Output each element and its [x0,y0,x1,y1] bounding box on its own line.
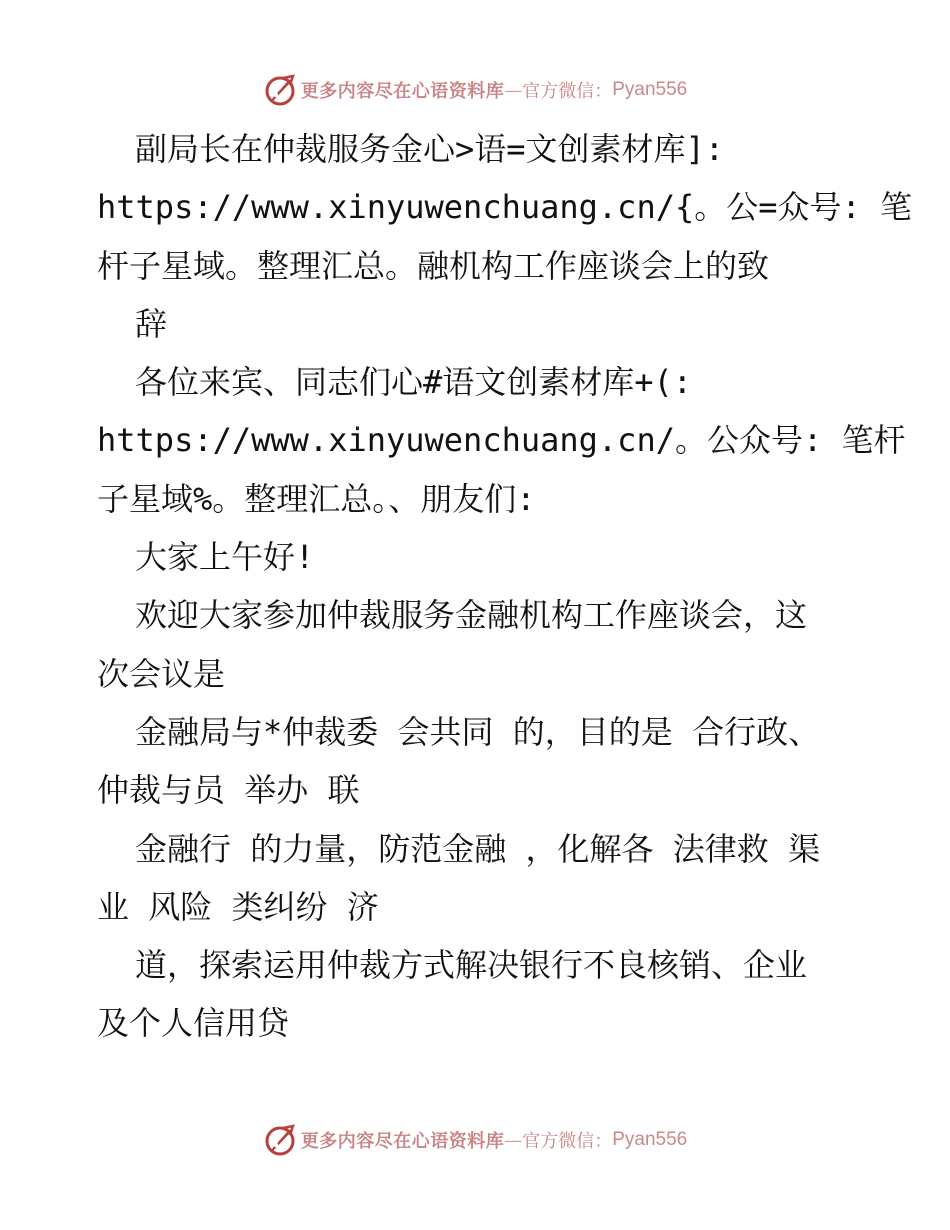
body-line: https://www.xinyuwenchuang.cn/。公众号: 笔杆 [97,421,906,460]
header-banner [0,70,950,110]
banner-dash: — [504,1129,523,1151]
body-line: 子星域%。整理汇总。、朋友们: [97,479,536,518]
body-line: 辞 [135,304,168,343]
body-line: 次会议是 [97,654,226,693]
banner-wechat-label: 官方微信： [522,81,613,102]
body-line: 欢迎大家参加仲裁服务金融机构工作座谈会，这 [135,596,808,635]
banner-wechat-label: 官方微信： [522,1131,613,1152]
document-body [97,120,913,1053]
body-line: 业 风险 类纠纷 济 [97,887,379,926]
body-line: 仲裁与员 举办 联 [97,771,360,810]
body-line: 杆子星域。整理汇总。融机构工作座谈会上的致 [97,246,770,285]
body-line: 金融行 的力量，防范金融 ，化解各 法律救 渠 [135,829,821,868]
body-line: 各位来宾、同志们心#语文创素材库+(: [135,363,693,402]
quill-pen-logo-icon [263,1123,297,1157]
banner-site-text: 更多内容尽在心语资料库 [300,81,505,102]
banner-wechat-id: Pyan556 [612,1129,688,1150]
body-line: 金融局与*仲裁委 会共同 的，目的是 合行政、 [135,712,821,751]
body-line: 道，探索运用仲裁方式解决银行不良核销、企业 [135,946,808,985]
quill-pen-logo-icon [263,73,297,107]
body-line: 副局长在仲裁服务金心>语=文创素材库]: [135,130,725,168]
banner-wechat-id: Pyan556 [612,79,688,100]
footer-banner [0,1120,950,1160]
body-line: 及个人信用贷 [97,1004,290,1043]
banner-site-text: 更多内容尽在心语资料库 [300,1131,505,1152]
body-line: https://www.xinyuwenchuang.cn/{。公=众号: 笔 [97,188,913,227]
body-line: 大家上午好! [135,538,315,577]
banner-dash: — [504,79,523,101]
